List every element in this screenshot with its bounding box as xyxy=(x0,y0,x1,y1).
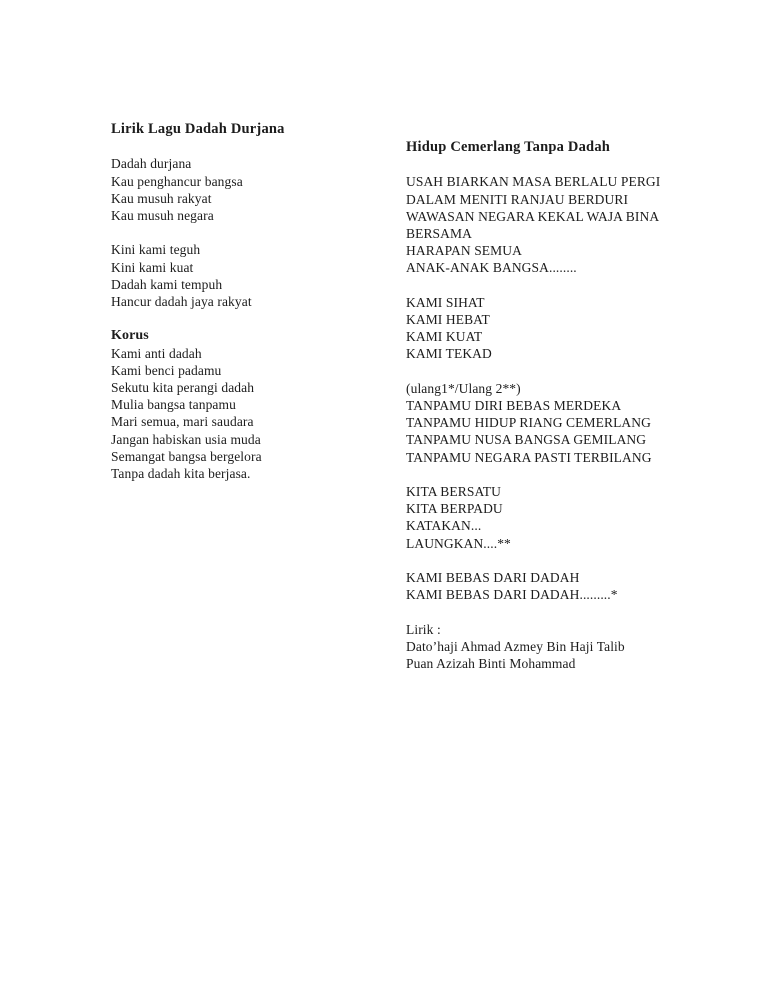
lyric-line: Jangan habiskan usia muda xyxy=(111,431,261,447)
left-song-title: Lirik Lagu Dadah Durjana xyxy=(111,121,285,137)
lyric-line: KITA BERSATU xyxy=(406,484,502,499)
lyric-line: USAH BIARKAN MASA BERLALU PERGI xyxy=(406,174,661,190)
lyric-line: Lirik : xyxy=(406,621,441,637)
left-lyrics-column xyxy=(111,121,401,482)
lyric-line: Hancur dadah jaya rakyat xyxy=(111,294,252,309)
lyric-line: WAWASAN NEGARA KEKAL WAJA BINA xyxy=(406,208,660,224)
lyric-line: Kami benci padamu xyxy=(111,362,222,378)
right-lyrics-column xyxy=(406,139,736,672)
lyric-line: Mari semua, mari saudara xyxy=(111,414,254,430)
korus-lines xyxy=(111,345,401,483)
lyric-line: LAUNGKAN....** xyxy=(406,535,511,551)
lyric-line: Kau musuh negara xyxy=(111,208,214,223)
lyric-line: KATAKAN... xyxy=(406,518,482,534)
lyric-line: Kau penghancur bangsa xyxy=(111,173,243,189)
left-korus-section xyxy=(111,327,401,482)
lyric-line: (ulang1*/Ulang 2**) xyxy=(406,380,521,396)
lyric-line: Kini kami kuat xyxy=(111,259,194,275)
lyric-line: DALAM MENITI RANJAU BERDURI xyxy=(406,191,629,207)
korus-heading: Korus xyxy=(111,328,149,344)
right-stanza-4 xyxy=(406,483,736,552)
right-stanza-3 xyxy=(406,380,736,466)
lyric-line: TANPAMU DIRI BEBAS MERDEKA xyxy=(406,398,622,413)
lyric-line: Kini kami teguh xyxy=(111,242,201,258)
lyric-line: Semangat bangsa bergelora xyxy=(111,448,262,464)
lyric-line: Dadah durjana xyxy=(111,156,192,172)
lyric-line: Dato’haji Ahmad Azmey Bin Haji Talib xyxy=(406,638,625,654)
lyric-line: ANAK-ANAK BANGSA........ xyxy=(406,260,577,276)
lyric-line: Sekutu kita perangi dadah xyxy=(111,380,255,395)
left-stanza-1 xyxy=(111,155,401,224)
lyric-line: Mulia bangsa tanpamu xyxy=(111,397,236,413)
lyric-line: KAMI SIHAT xyxy=(406,294,485,310)
credits-block xyxy=(406,621,736,673)
lyric-line: KAMI BEBAS DARI DADAH.........* xyxy=(406,587,618,603)
right-stanza-1 xyxy=(406,173,736,276)
lyric-line: HARAPAN SEMUA xyxy=(406,243,522,259)
lyric-line: TANPAMU NUSA BANGSA GEMILANG xyxy=(406,432,647,448)
right-stanza-2 xyxy=(406,294,736,363)
right-stanza-5 xyxy=(406,569,736,603)
right-song-title: Hidup Cemerlang Tanpa Dadah xyxy=(406,139,611,155)
lyric-line: KAMI TEKAD xyxy=(406,346,492,362)
left-stanza-2 xyxy=(111,241,401,310)
lyric-line: Dadah kami tempuh xyxy=(111,276,223,292)
lyric-line: BERSAMA xyxy=(406,226,472,241)
lyric-line: TANPAMU HIDUP RIANG CEMERLANG xyxy=(406,415,651,431)
lyric-line: Kau musuh rakyat xyxy=(111,190,212,206)
lyric-line: Tanpa dadah kita berjasa. xyxy=(111,466,251,482)
lyric-line: KAMI KUAT xyxy=(406,329,483,345)
lyric-line: KITA BERPADU xyxy=(406,501,503,517)
lyric-line: Puan Azizah Binti Mohammad xyxy=(406,656,576,671)
lyric-line: KAMI HEBAT xyxy=(406,312,490,327)
lyric-line: Kami anti dadah xyxy=(111,345,202,361)
lyric-line: KAMI BEBAS DARI DADAH xyxy=(406,570,580,585)
lyric-line: TANPAMU NEGARA PASTI TERBILANG xyxy=(406,449,652,465)
